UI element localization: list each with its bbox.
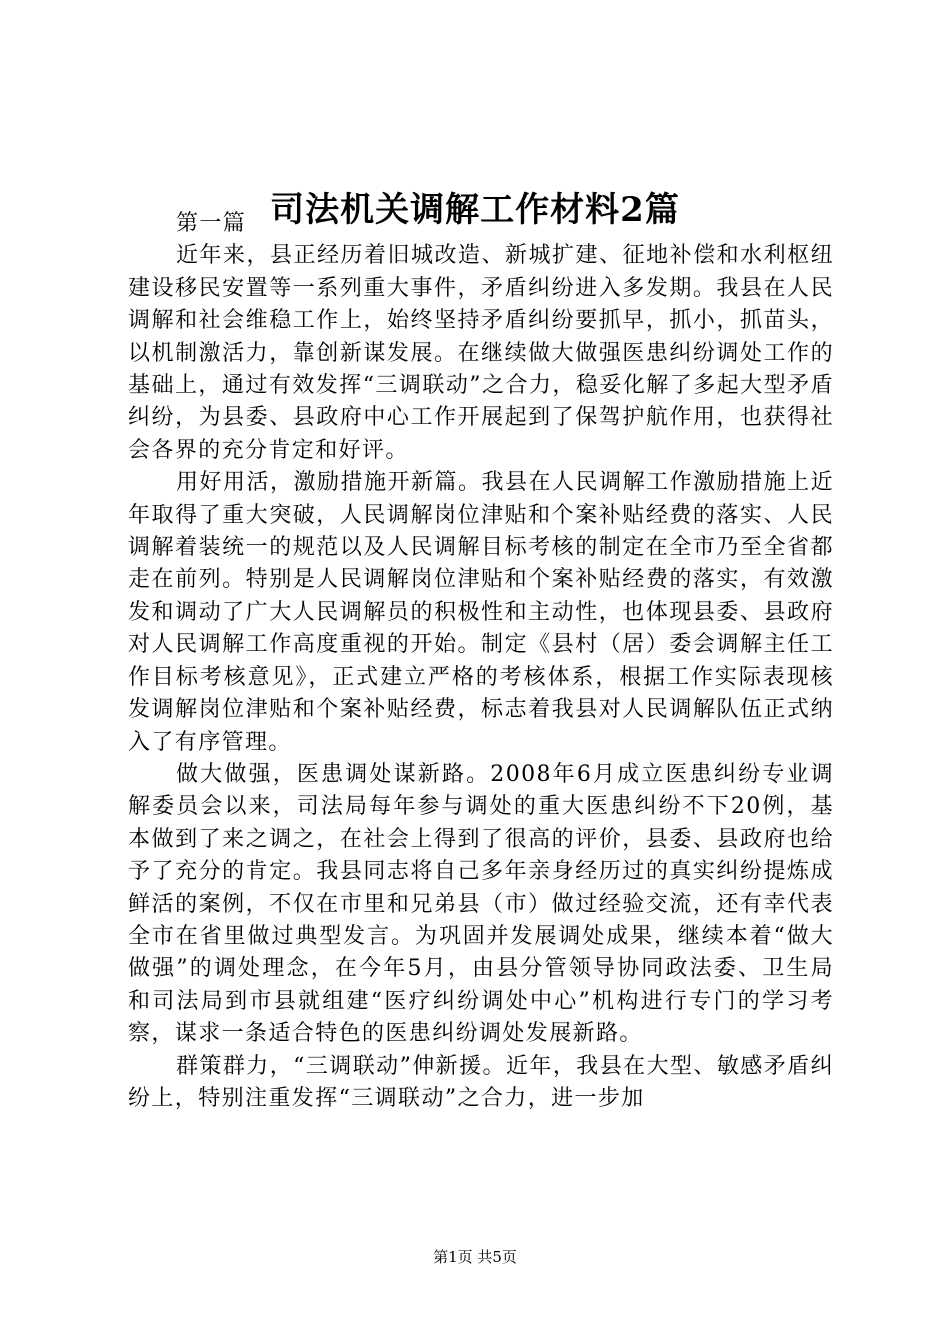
section-heading: 第一篇 xyxy=(176,211,247,236)
document-title: 司法机关调解工作材料2篇 xyxy=(270,190,680,230)
paragraph-incentive-measures: 用好用活，激励措施开新篇。我县在人民调解工作激励措施上近年取得了重大突破，人民调解岗位津贴和个案补贴经费的落实、人民调解着装统一的规范以及人民调解目标考核的制定在全市乃至全省都走在前列。特别是人民调解岗位津贴和个案补贴经费的落实，有效激发和调动了广大人民调解员的积极性和主动性，也体现县委、县政府对人民调解工作高度重视的开始。制定《县村（居）委会调解主任工作目标考核意见》，正式建立严格的考核体系，根据工作实际表现核发调解岗位津贴和个案补贴经费，标志着我县对人民调解队伍正式纳入了有序管理。 xyxy=(128,470,834,755)
paragraph-three-mediation-linkage: 群策群力，“三调联动”伸新援。近年，我县在大型、敏感矛盾纠纷上，特别注重发挥“三调联动”之合力，进一步加 xyxy=(128,1053,834,1111)
paragraph-intro: 近年来，县正经历着旧城改造、新城扩建、征地补偿和水利枢纽建设移民安置等一系列重大事件，矛盾纠纷进入多发期。我县在人民调解和社会维稳工作上，始终坚持矛盾纠纷要抓早，抓小，抓苗头，以机制激活力，靠创新谋发展。在继续做大做强医患纠纷调处工作的基础上，通过有效发挥“三调联动”之合力，稳妥化解了多起大型矛盾纠纷，为县委、县政府中心工作开展起到了保驾护航作用，也获得社会各界的充分肯定和好评。 xyxy=(128,243,834,463)
document-body xyxy=(128,208,834,1115)
page-number-footer: 第1页 共5页 xyxy=(433,1248,517,1266)
paragraph-medical-dispute-mediation: 做大做强，医患调处谋新路。2008年6月成立医患纠纷专业调解委员会以来，司法局每年参与调处的重大医患纠纷不下20例，基本做到了来之调之，在社会上得到了很高的评价，县委、县政府也给予了充分的肯定。我县同志将自己多年亲身经历过的真实纠纷提炼成鲜活的案例，不仅在市里和兄弟县（市）做过经验交流，还有幸代表全市在省里做过典型发言。为巩固并发展调处成果，继续本着“做大做强”的调处理念，在今年5月，由县分管领导协同政法委、卫生局和司法局到市县就组建“医疗纠纷调处中心”机构进行专门的学习考察，谋求一条适合特色的医患纠纷调处发展新路。 xyxy=(128,761,834,1047)
